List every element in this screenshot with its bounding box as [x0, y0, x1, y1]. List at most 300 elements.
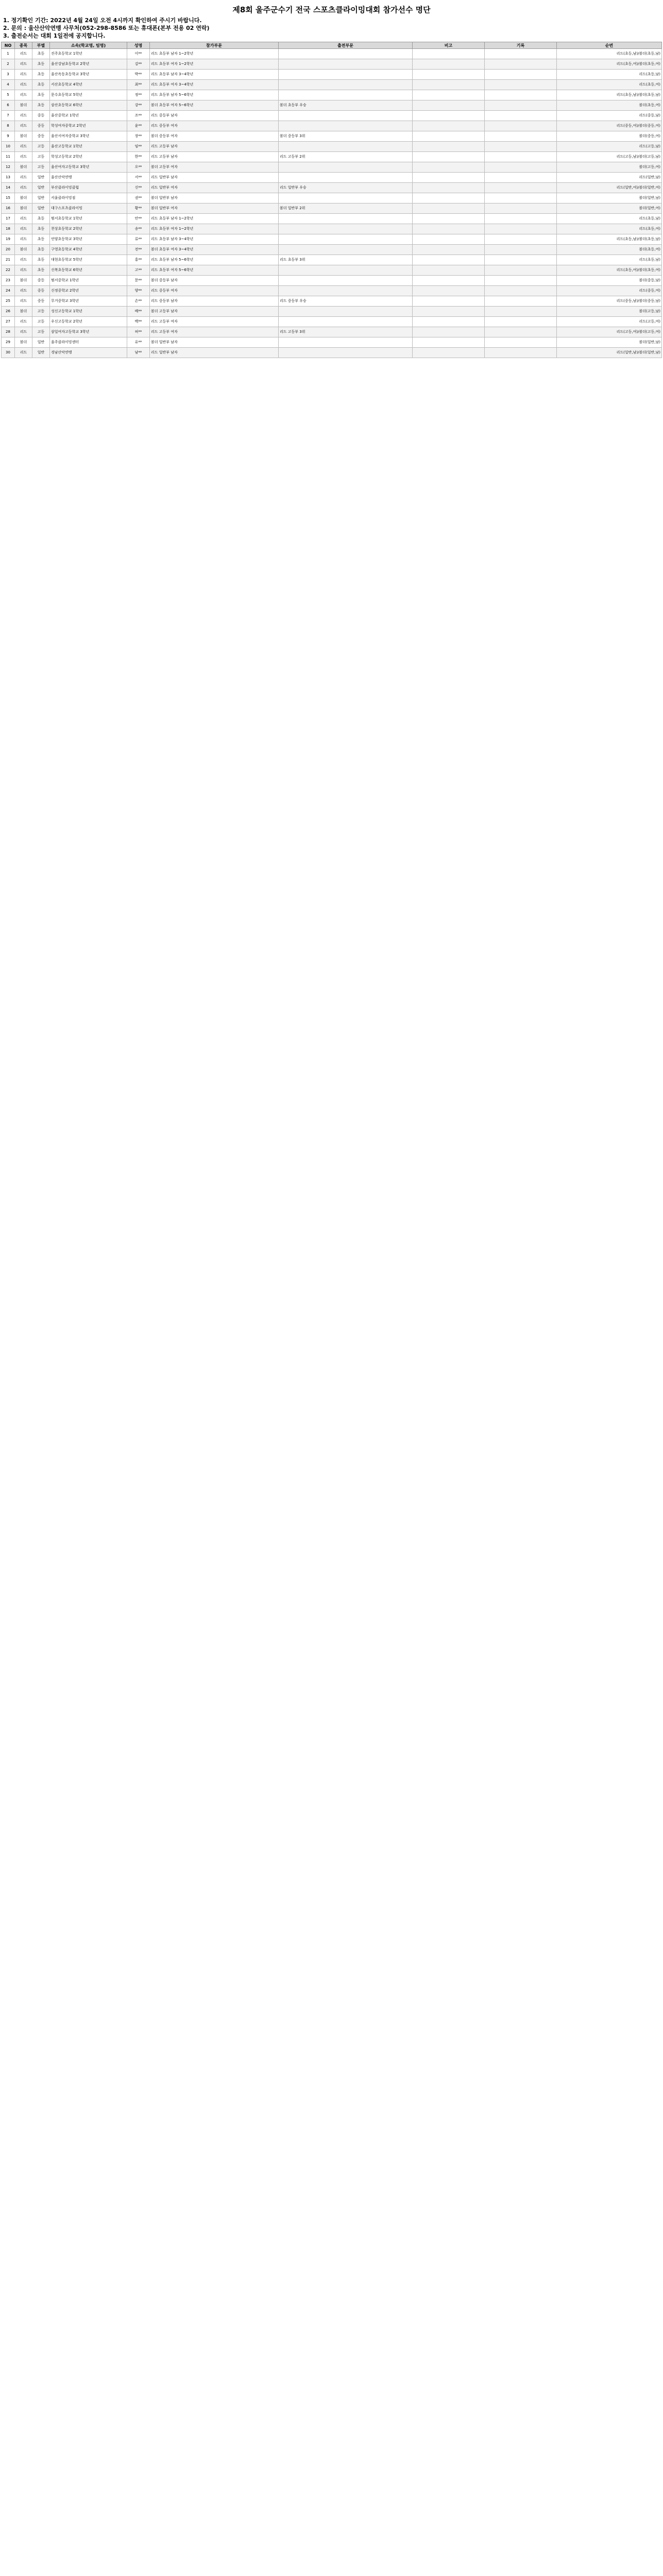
- cell-event: 리드: [15, 173, 32, 183]
- cell-order: 리드(일반,남): [557, 173, 662, 183]
- cell-record: [485, 49, 557, 59]
- cell-name: 양**: [127, 286, 150, 296]
- header-event: 종목: [15, 42, 32, 49]
- cell-event: 볼더: [15, 204, 32, 214]
- table-row: [2, 255, 662, 265]
- cell-affiliation: 우신고등학교 2학년: [50, 317, 127, 327]
- cell-order: 리드(중등,남)/볼더(중등,남): [557, 296, 662, 307]
- cell-entry: [279, 286, 413, 296]
- header-division: 부별: [32, 42, 50, 49]
- table-row: [2, 317, 662, 327]
- cell-no: 20: [2, 245, 15, 255]
- cell-name: 김**: [127, 59, 150, 70]
- table-row: [2, 70, 662, 80]
- cell-order: 리드(중등,여)/볼더(중등,여): [557, 121, 662, 131]
- cell-name: 서**: [127, 173, 150, 183]
- table-row: [2, 286, 662, 296]
- cell-affiliation: 무거중학교 3학년: [50, 296, 127, 307]
- header-affiliation: 소속(학교명, 팀명): [50, 42, 127, 49]
- cell-record: [485, 121, 557, 131]
- cell-no: 21: [2, 255, 15, 265]
- cell-order: 리드(중등,남): [557, 111, 662, 121]
- cell-division: 초등: [32, 59, 50, 70]
- table-row: [2, 307, 662, 317]
- cell-division: 초등: [32, 90, 50, 100]
- cell-category: 볼더 초등부 여자 3~4학년: [150, 245, 279, 255]
- cell-affiliation: 학성고등학교 2학년: [50, 152, 127, 162]
- cell-order: 리드(초등,여): [557, 80, 662, 90]
- cell-record: [485, 296, 557, 307]
- cell-event: 리드: [15, 59, 32, 70]
- cell-order: 리드(초등,남)/볼더(초등,남): [557, 49, 662, 59]
- cell-event: 볼더: [15, 245, 32, 255]
- cell-affiliation: 서울클라이밍짐: [50, 193, 127, 204]
- table-row: [2, 142, 662, 152]
- cell-no: 28: [2, 327, 15, 337]
- cell-category: 리드 초등부 남자 5~6학년: [150, 255, 279, 265]
- cell-name: 한**: [127, 152, 150, 162]
- cell-event: 볼더: [15, 131, 32, 142]
- cell-no: 11: [2, 152, 15, 162]
- cell-affiliation: 대현초등학교 5학년: [50, 255, 127, 265]
- cell-entry: [279, 265, 413, 276]
- cell-record: [485, 276, 557, 286]
- cell-category: 볼더 중등부 여자: [150, 131, 279, 142]
- cell-division: 중등: [32, 131, 50, 142]
- cell-no: 25: [2, 296, 15, 307]
- cell-category: 리드 중등부 여자: [150, 286, 279, 296]
- cell-event: 리드: [15, 296, 32, 307]
- cell-affiliation: 부산클라이밍클럽: [50, 183, 127, 193]
- header-no: NO: [2, 42, 15, 49]
- cell-event: 리드: [15, 183, 32, 193]
- cell-no: 27: [2, 317, 15, 327]
- cell-event: 리드: [15, 111, 32, 121]
- notice-block: [0, 16, 663, 40]
- cell-category: 리드 고등부 남자: [150, 142, 279, 152]
- table-row: [2, 337, 662, 348]
- cell-entry: [279, 70, 413, 80]
- cell-record: [485, 204, 557, 214]
- cell-name: 강**: [127, 100, 150, 111]
- table-row: [2, 131, 662, 142]
- cell-record: [485, 234, 557, 245]
- cell-entry: [279, 214, 413, 224]
- header-record: 기록: [485, 42, 557, 49]
- cell-affiliation: 성신고등학교 1학년: [50, 307, 127, 317]
- cell-remark: [413, 131, 485, 142]
- cell-event: 리드: [15, 80, 32, 90]
- cell-entry: [279, 224, 413, 234]
- cell-event: 리드: [15, 265, 32, 276]
- cell-category: 리드 중등부 여자: [150, 121, 279, 131]
- cell-category: 리드 고등부 남자: [150, 152, 279, 162]
- cell-name: 정**: [127, 90, 150, 100]
- cell-affiliation: 울산옥동초등학교 3학년: [50, 70, 127, 80]
- cell-name: 문**: [127, 276, 150, 286]
- cell-division: 초등: [32, 245, 50, 255]
- cell-category: 리드 초등부 남자 1~2학년: [150, 49, 279, 59]
- cell-record: [485, 152, 557, 162]
- cell-division: 중등: [32, 276, 50, 286]
- cell-category: 리드 초등부 남자 3~4학년: [150, 70, 279, 80]
- cell-remark: [413, 152, 485, 162]
- cell-record: [485, 80, 557, 90]
- cell-remark: [413, 296, 485, 307]
- cell-entry: [279, 49, 413, 59]
- cell-entry: 리드 초등부 3위: [279, 255, 413, 265]
- cell-name: 배**: [127, 307, 150, 317]
- cell-remark: [413, 173, 485, 183]
- cell-name: 이**: [127, 49, 150, 59]
- table-row: [2, 265, 662, 276]
- cell-entry: 리드 고등부 2위: [279, 152, 413, 162]
- cell-affiliation: 울주클라이밍센터: [50, 337, 127, 348]
- cell-name: 박**: [127, 70, 150, 80]
- cell-record: [485, 59, 557, 70]
- cell-order: 리드(중등,여): [557, 286, 662, 296]
- cell-name: 유**: [127, 337, 150, 348]
- cell-division: 초등: [32, 214, 50, 224]
- table-row: [2, 49, 662, 59]
- cell-affiliation: 삼산초등학교 6학년: [50, 100, 127, 111]
- cell-entry: [279, 276, 413, 286]
- cell-name: 전**: [127, 245, 150, 255]
- cell-name: 윤**: [127, 121, 150, 131]
- cell-record: [485, 183, 557, 193]
- notice-line-1: 1. 정기확인 기간: 2022년 4월 24일 오전 4시까지 확인하여 주시기 바랍니다.: [3, 17, 202, 24]
- cell-category: 리드 중등부 남자: [150, 296, 279, 307]
- table-row: [2, 224, 662, 234]
- cell-record: [485, 131, 557, 142]
- cell-division: 일반: [32, 173, 50, 183]
- cell-event: 리드: [15, 90, 32, 100]
- cell-no: 17: [2, 214, 15, 224]
- cell-name: 최**: [127, 80, 150, 90]
- cell-affiliation: 울산서여자중학교 3학년: [50, 131, 127, 142]
- cell-no: 24: [2, 286, 15, 296]
- cell-remark: [413, 204, 485, 214]
- cell-order: 볼더(중등,여): [557, 131, 662, 142]
- cell-event: 리드: [15, 70, 32, 80]
- cell-category: 볼더 일반부 여자: [150, 204, 279, 214]
- cell-no: 2: [2, 59, 15, 70]
- table-header-row: [2, 42, 662, 49]
- cell-remark: [413, 245, 485, 255]
- table-row: [2, 59, 662, 70]
- cell-division: 고등: [32, 327, 50, 337]
- cell-remark: [413, 162, 485, 173]
- header-name: 성명: [127, 42, 150, 49]
- cell-record: [485, 224, 557, 234]
- cell-remark: [413, 234, 485, 245]
- cell-record: [485, 337, 557, 348]
- cell-category: 리드 초등부 여자 5~6학년: [150, 265, 279, 276]
- participant-table: [1, 42, 662, 358]
- cell-order: 볼더(일반,남): [557, 337, 662, 348]
- table-row: [2, 90, 662, 100]
- cell-order: 리드(고등,여)/볼더(고등,여): [557, 327, 662, 337]
- table-row: [2, 80, 662, 90]
- cell-remark: [413, 327, 485, 337]
- notice-line-3: 3. 출전순서는 대회 1일전에 공지합니다.: [3, 32, 106, 39]
- cell-category: 리드 초등부 여자 1~2학년: [150, 59, 279, 70]
- cell-event: 리드: [15, 49, 32, 59]
- cell-remark: [413, 70, 485, 80]
- cell-event: 리드: [15, 142, 32, 152]
- cell-name: 장**: [127, 131, 150, 142]
- table-row: [2, 183, 662, 193]
- cell-remark: [413, 265, 485, 276]
- table-row: [2, 100, 662, 111]
- cell-name: 임**: [127, 142, 150, 152]
- cell-category: 리드 일반부 남자: [150, 173, 279, 183]
- cell-division: 일반: [32, 204, 50, 214]
- cell-order: 볼더(고등,여): [557, 162, 662, 173]
- cell-no: 5: [2, 90, 15, 100]
- table-row: [2, 276, 662, 286]
- cell-category: 볼더 초등부 여자 5~6학년: [150, 100, 279, 111]
- cell-name: 신**: [127, 183, 150, 193]
- cell-remark: [413, 100, 485, 111]
- cell-name: 권**: [127, 193, 150, 204]
- notice-line-2: 2. 문의 : 울산산악연맹 사무처(052-298-8586 또는 휴대폰(본부 전용 02 연락): [3, 25, 210, 31]
- cell-category: 리드 일반부 남자: [150, 348, 279, 358]
- cell-event: 리드: [15, 224, 32, 234]
- cell-name: 조**: [127, 111, 150, 121]
- cell-event: 볼더: [15, 276, 32, 286]
- cell-remark: [413, 111, 485, 121]
- cell-name: 송**: [127, 224, 150, 234]
- cell-division: 고등: [32, 317, 50, 327]
- cell-affiliation: 천상초등학교 2학년: [50, 224, 127, 234]
- cell-affiliation: 울산중학교 1학년: [50, 111, 127, 121]
- cell-event: 볼더: [15, 100, 32, 111]
- cell-entry: 리드 일반부 우승: [279, 183, 413, 193]
- cell-event: 볼더: [15, 162, 32, 173]
- cell-entry: [279, 162, 413, 173]
- cell-division: 고등: [32, 142, 50, 152]
- table-row: [2, 111, 662, 121]
- cell-event: 리드: [15, 234, 32, 245]
- cell-division: 일반: [32, 337, 50, 348]
- cell-remark: [413, 255, 485, 265]
- cell-affiliation: 삼일여자고등학교 3학년: [50, 327, 127, 337]
- cell-remark: [413, 276, 485, 286]
- cell-record: [485, 70, 557, 80]
- cell-record: [485, 286, 557, 296]
- table-body: [2, 49, 662, 358]
- cell-remark: [413, 142, 485, 152]
- cell-category: 볼더 중등부 남자: [150, 276, 279, 286]
- cell-entry: [279, 307, 413, 317]
- cell-record: [485, 307, 557, 317]
- cell-order: 볼더(중등,남): [557, 276, 662, 286]
- header-remark: 비고: [413, 42, 485, 49]
- cell-affiliation: 대구스포츠클라이밍: [50, 204, 127, 214]
- cell-order: 볼더(초등,여): [557, 245, 662, 255]
- cell-entry: [279, 59, 413, 70]
- cell-affiliation: 경남산악연맹: [50, 348, 127, 358]
- cell-division: 초등: [32, 80, 50, 90]
- cell-event: 리드: [15, 327, 32, 337]
- cell-entry: [279, 245, 413, 255]
- cell-remark: [413, 80, 485, 90]
- cell-order: 리드(초등,남)/볼더(초등,남): [557, 90, 662, 100]
- cell-entry: [279, 80, 413, 90]
- cell-name: 손**: [127, 296, 150, 307]
- cell-order: 볼더(일반,여): [557, 204, 662, 214]
- cell-division: 초등: [32, 49, 50, 59]
- cell-remark: [413, 193, 485, 204]
- cell-category: 볼더 일반부 남자: [150, 193, 279, 204]
- cell-record: [485, 142, 557, 152]
- cell-record: [485, 214, 557, 224]
- cell-entry: 볼더 일반부 2위: [279, 204, 413, 214]
- cell-entry: [279, 337, 413, 348]
- cell-entry: [279, 90, 413, 100]
- cell-category: 리드 고등부 여자: [150, 327, 279, 337]
- cell-affiliation: 언양초등학교 3학년: [50, 234, 127, 245]
- cell-entry: [279, 234, 413, 245]
- cell-remark: [413, 224, 485, 234]
- table-row: [2, 296, 662, 307]
- cell-affiliation: 학성여자중학교 2학년: [50, 121, 127, 131]
- cell-event: 리드: [15, 121, 32, 131]
- cell-record: [485, 327, 557, 337]
- cell-category: 리드 초등부 여자 3~4학년: [150, 80, 279, 90]
- cell-remark: [413, 348, 485, 358]
- header-order: 순번: [557, 42, 662, 49]
- cell-remark: [413, 337, 485, 348]
- cell-event: 볼더: [15, 337, 32, 348]
- cell-no: 15: [2, 193, 15, 204]
- cell-division: 중등: [32, 296, 50, 307]
- cell-name: 오**: [127, 162, 150, 173]
- cell-remark: [413, 307, 485, 317]
- cell-event: 리드: [15, 255, 32, 265]
- cell-event: 리드: [15, 317, 32, 327]
- cell-affiliation: 신정중학교 2학년: [50, 286, 127, 296]
- table-row: [2, 152, 662, 162]
- cell-no: 3: [2, 70, 15, 80]
- cell-division: 고등: [32, 152, 50, 162]
- cell-name: 남**: [127, 348, 150, 358]
- cell-category: 리드 초등부 남자 5~6학년: [150, 90, 279, 100]
- cell-no: 12: [2, 162, 15, 173]
- cell-event: 볼더: [15, 193, 32, 204]
- cell-no: 14: [2, 183, 15, 193]
- cell-no: 30: [2, 348, 15, 358]
- cell-entry: 볼더 초등부 우승: [279, 100, 413, 111]
- cell-entry: 볼더 중등부 3위: [279, 131, 413, 142]
- cell-affiliation: 울산강남초등학교 2학년: [50, 59, 127, 70]
- cell-division: 고등: [32, 162, 50, 173]
- cell-name: 홍**: [127, 255, 150, 265]
- cell-division: 일반: [32, 348, 50, 358]
- cell-division: 일반: [32, 183, 50, 193]
- cell-affiliation: 구영초등학교 4학년: [50, 245, 127, 255]
- cell-order: 리드(초등,남): [557, 70, 662, 80]
- cell-order: 리드(초등,여)/볼더(초등,여): [557, 265, 662, 276]
- cell-record: [485, 90, 557, 100]
- cell-record: [485, 265, 557, 276]
- cell-division: 초등: [32, 265, 50, 276]
- cell-affiliation: 진주초등학교 1학년: [50, 49, 127, 59]
- document-title: 제8회 울주군수기 전국 스포츠클라이밍대회 참가선수 명단: [232, 5, 431, 14]
- cell-entry: [279, 193, 413, 204]
- cell-category: 리드 고등부 여자: [150, 317, 279, 327]
- cell-name: 고**: [127, 265, 150, 276]
- cell-record: [485, 173, 557, 183]
- cell-no: 23: [2, 276, 15, 286]
- cell-order: 리드(초등,남): [557, 255, 662, 265]
- cell-order: 리드(일반,남)/볼더(일반,남): [557, 348, 662, 358]
- cell-division: 중등: [32, 121, 50, 131]
- cell-affiliation: 울산산악연맹: [50, 173, 127, 183]
- cell-remark: [413, 286, 485, 296]
- table-row: [2, 121, 662, 131]
- table-row: [2, 214, 662, 224]
- cell-order: 리드(초등,여): [557, 224, 662, 234]
- cell-record: [485, 255, 557, 265]
- header-category: 참가부문: [150, 42, 279, 49]
- cell-record: [485, 317, 557, 327]
- table-row: [2, 162, 662, 173]
- cell-no: 13: [2, 173, 15, 183]
- cell-affiliation: 범서중학교 1학년: [50, 276, 127, 286]
- cell-category: 볼더 고등부 여자: [150, 162, 279, 173]
- cell-division: 중등: [32, 111, 50, 121]
- cell-event: 리드: [15, 214, 32, 224]
- cell-category: 리드 초등부 남자 1~2학년: [150, 214, 279, 224]
- cell-remark: [413, 49, 485, 59]
- cell-no: 4: [2, 80, 15, 90]
- cell-entry: [279, 348, 413, 358]
- cell-event: 리드: [15, 152, 32, 162]
- cell-order: 리드(일반,여)/볼더(일반,여): [557, 183, 662, 193]
- cell-affiliation: 문수초등학교 5학년: [50, 90, 127, 100]
- cell-category: 리드 초등부 여자 1~2학년: [150, 224, 279, 234]
- cell-affiliation: 신복초등학교 6학년: [50, 265, 127, 276]
- cell-entry: 리드 고등부 3위: [279, 327, 413, 337]
- cell-order: 리드(초등,남): [557, 214, 662, 224]
- cell-entry: [279, 317, 413, 327]
- cell-division: 일반: [32, 193, 50, 204]
- cell-no: 16: [2, 204, 15, 214]
- cell-no: 6: [2, 100, 15, 111]
- cell-affiliation: 범서초등학교 1학년: [50, 214, 127, 224]
- cell-order: 리드(초등,남)/볼더(초등,남): [557, 234, 662, 245]
- cell-category: 리드 초등부 남자 3~4학년: [150, 234, 279, 245]
- table-row: [2, 245, 662, 255]
- cell-category: 볼더 고등부 남자: [150, 307, 279, 317]
- cell-no: 18: [2, 224, 15, 234]
- cell-record: [485, 348, 557, 358]
- cell-remark: [413, 317, 485, 327]
- cell-remark: [413, 183, 485, 193]
- cell-division: 초등: [32, 70, 50, 80]
- cell-name: 안**: [127, 214, 150, 224]
- table-row: [2, 327, 662, 337]
- cell-no: 8: [2, 121, 15, 131]
- cell-no: 9: [2, 131, 15, 142]
- cell-no: 1: [2, 49, 15, 59]
- cell-no: 29: [2, 337, 15, 348]
- cell-order: 리드(고등,여): [557, 317, 662, 327]
- cell-division: 고등: [32, 307, 50, 317]
- cell-remark: [413, 214, 485, 224]
